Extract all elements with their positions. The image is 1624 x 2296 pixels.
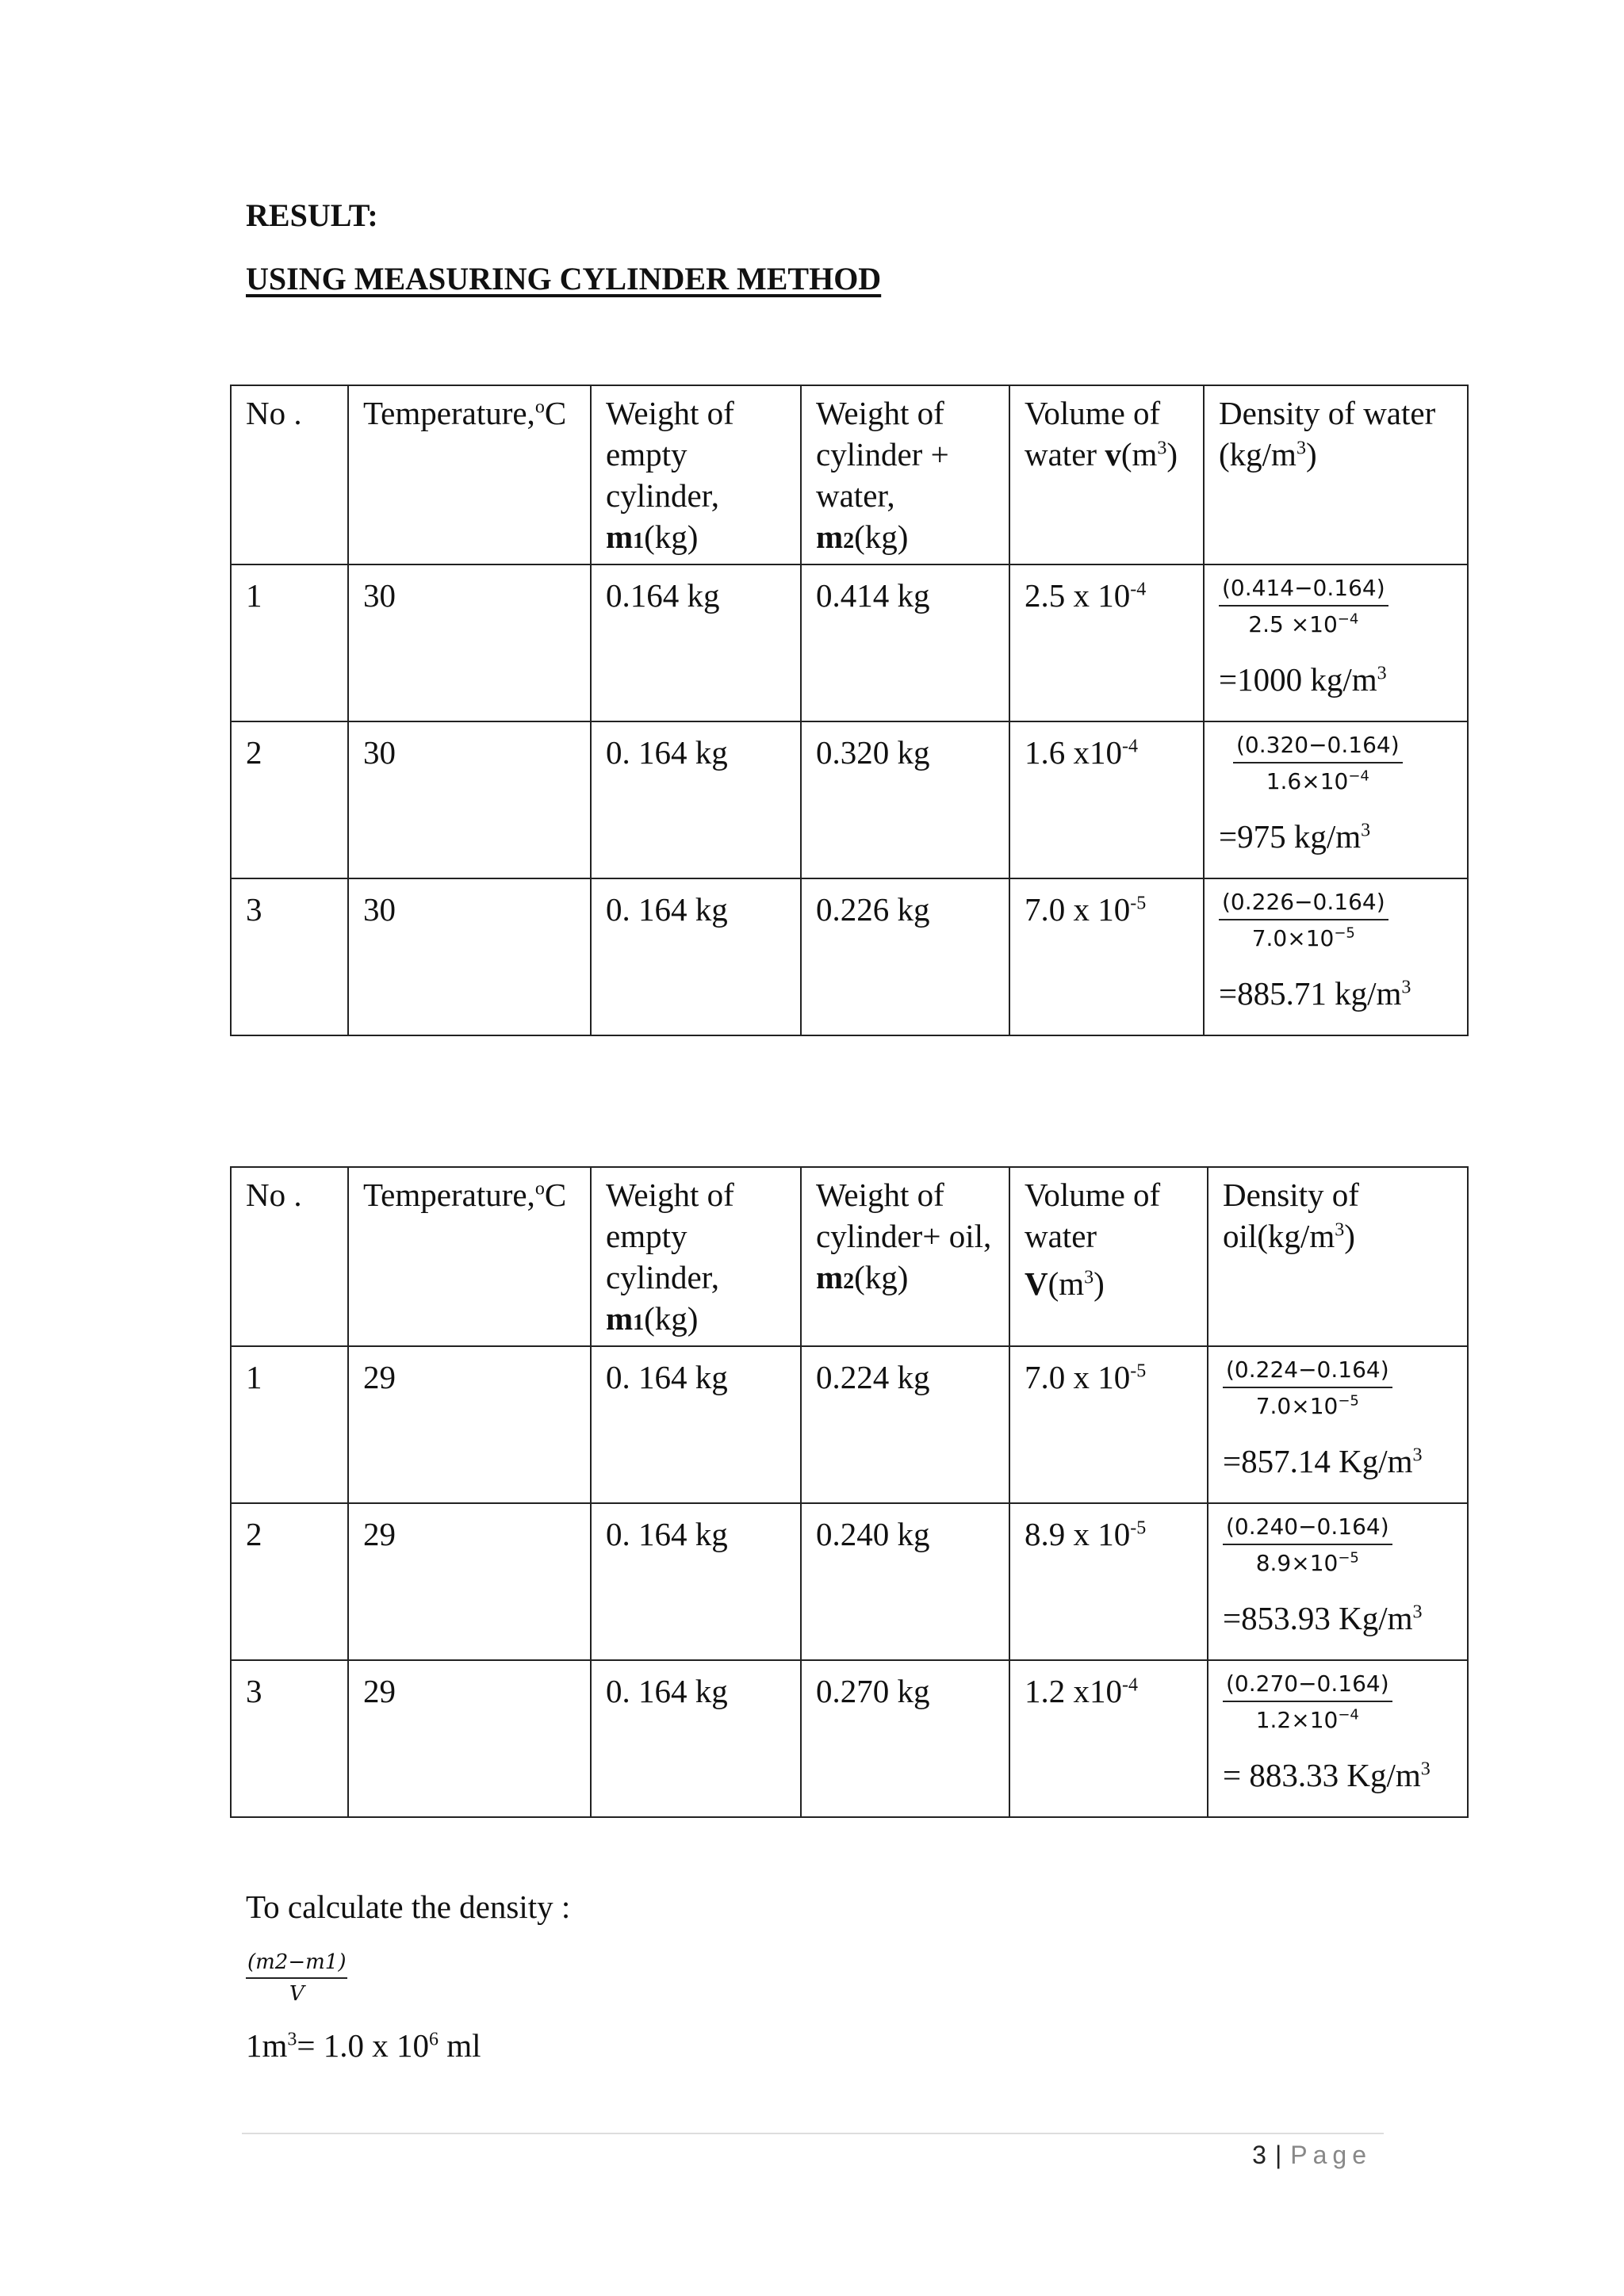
density-fraction: $\frac{(0.224-0.164)}{7.0\times 10^{-5}}$ (1223, 1357, 1392, 1420)
cell-m2: 0.414 kg (801, 564, 1009, 721)
density-fraction: $\frac{(0.414-0.164)}{2.5 \times 10^{-4}}$ (1219, 575, 1388, 638)
cell-density: $\frac{(0.270-0.164)}{1.2\times 10^{-4}}$ = 883.33 $Kg/m^3$ (1208, 1660, 1468, 1817)
header-density: Density of water $(kg/m^3)$ (1204, 385, 1468, 564)
density-fraction: $\frac{(0.320-0.164)}{1.6\times 10^{-4}}$ (1233, 732, 1403, 795)
method-heading: USING MEASURING CYLINDER METHOD (246, 261, 882, 297)
cell-volume: 1.6 $x10^{-4}$ (1009, 721, 1204, 878)
cell-m1: 0.164 kg (591, 564, 801, 721)
density-fraction: $\frac{(0.240-0.164)}{8.9\times 10^{-5}}$ (1223, 1513, 1392, 1577)
cell-volume: 7.0 x $10^{-5}$ (1009, 878, 1204, 1035)
water-density-table (230, 385, 1469, 1036)
cell-temperature: 29 (348, 1503, 591, 1660)
header-cylinder-oil-weight: Weight of cylinder+ oil, m2(kg) (801, 1167, 1009, 1346)
cell-m2: 0.270 kg (801, 1660, 1009, 1817)
cell-density: $\frac{(0.226-0.164)}{7.0\times 10^{-5}}$ =885.71 $kg/m^3$ (1204, 878, 1468, 1035)
page-number: 3 | Page (1252, 2141, 1372, 2169)
cell-m2: 0.320 kg (801, 721, 1009, 878)
cell-density: $\frac{(0.240-0.164)}{8.9\times 10^{-5}}$ =853.93 $Kg/m^3$ (1208, 1503, 1468, 1660)
volume-conversion: $1m^3= 1.0$ x $10^6$ ml (246, 2027, 481, 2064)
cell-volume: 7.0 x $10^{-5}$ (1009, 1346, 1208, 1503)
cell-m2: 0.240 kg (801, 1503, 1009, 1660)
header-temperature: Temperature,$^o$C (348, 1167, 591, 1346)
cell-volume: 1.2 $x10^{-4}$ (1009, 1660, 1208, 1817)
density-formula: $\frac{(m2-m1)}{V}$ (247, 1950, 347, 2006)
cell-no: 1 (231, 1346, 348, 1503)
table-row (231, 1346, 1468, 1503)
table-header-row (231, 1167, 1468, 1346)
cell-volume: 2.5 x $10^{-4}$ (1009, 564, 1204, 721)
cell-no: 3 (231, 878, 348, 1035)
cell-m1: 0. 164 kg (591, 1660, 801, 1817)
header-empty-cylinder-weight: Weight of empty cylinder, m1(kg) (591, 385, 801, 564)
cell-no: 1 (231, 564, 348, 721)
calculation-label: To calculate the density : (246, 1888, 571, 1925)
table-row (231, 1503, 1468, 1660)
cell-m1: 0. 164 kg (591, 1503, 801, 1660)
table-header-row (231, 385, 1468, 564)
oil-density-table (230, 1166, 1469, 1818)
header-empty-cylinder-weight: Weight of empty cylinder, m1(kg) (591, 1167, 801, 1346)
cell-no: 2 (231, 721, 348, 878)
cell-density: $\frac{(0.414-0.164)}{2.5 \times 10^{-4}}$ =1000 $kg/m^3$ (1204, 564, 1468, 721)
cell-m1: 0. 164 kg (591, 878, 801, 1035)
cell-temperature: 29 (348, 1660, 591, 1817)
table-row (231, 1660, 1468, 1817)
cell-m2: 0.224 kg (801, 1346, 1009, 1503)
header-temperature: Temperature,$^o$C (348, 385, 591, 564)
table-row (231, 564, 1468, 721)
cell-no: 3 (231, 1660, 348, 1817)
cell-m2: 0.226 kg (801, 878, 1009, 1035)
header-cylinder-water-weight: Weight of cylinder + water, m2(kg) (801, 385, 1009, 564)
cell-m1: 0. 164 kg (591, 1346, 801, 1503)
density-fraction: $\frac{(0.270-0.164)}{1.2\times 10^{-4}}$ (1223, 1670, 1392, 1734)
cell-density: $\frac{(0.320-0.164)}{1.6\times 10^{-4}}$ =975 $kg/m^3$ (1204, 721, 1468, 878)
cell-temperature: 30 (348, 721, 591, 878)
cell-temperature: 30 (348, 878, 591, 1035)
header-volume: Volume of water $v(m^3)$ (1009, 385, 1204, 564)
header-density: Density of $oil(kg/m^3)$ (1208, 1167, 1468, 1346)
cell-density: $\frac{(0.224-0.164)}{7.0\times 10^{-5}}$ =857.14 $Kg/m^3$ (1208, 1346, 1468, 1503)
cell-volume: 8.9 x $10^{-5}$ (1009, 1503, 1208, 1660)
table-row (231, 878, 1468, 1035)
header-no: No . (231, 385, 348, 564)
cell-m1: 0. 164 kg (591, 721, 801, 878)
density-fraction: $\frac{(0.226-0.164)}{7.0\times 10^{-5}}$ (1219, 889, 1388, 952)
header-volume: Volume of water $V(m^3)$ (1009, 1167, 1208, 1346)
header-no: No . (231, 1167, 348, 1346)
cell-temperature: 30 (348, 564, 591, 721)
cell-no: 2 (231, 1503, 348, 1660)
footer-divider (242, 2133, 1384, 2134)
cell-temperature: 29 (348, 1346, 591, 1503)
result-heading: RESULT: (246, 197, 378, 233)
table-row (231, 721, 1468, 878)
